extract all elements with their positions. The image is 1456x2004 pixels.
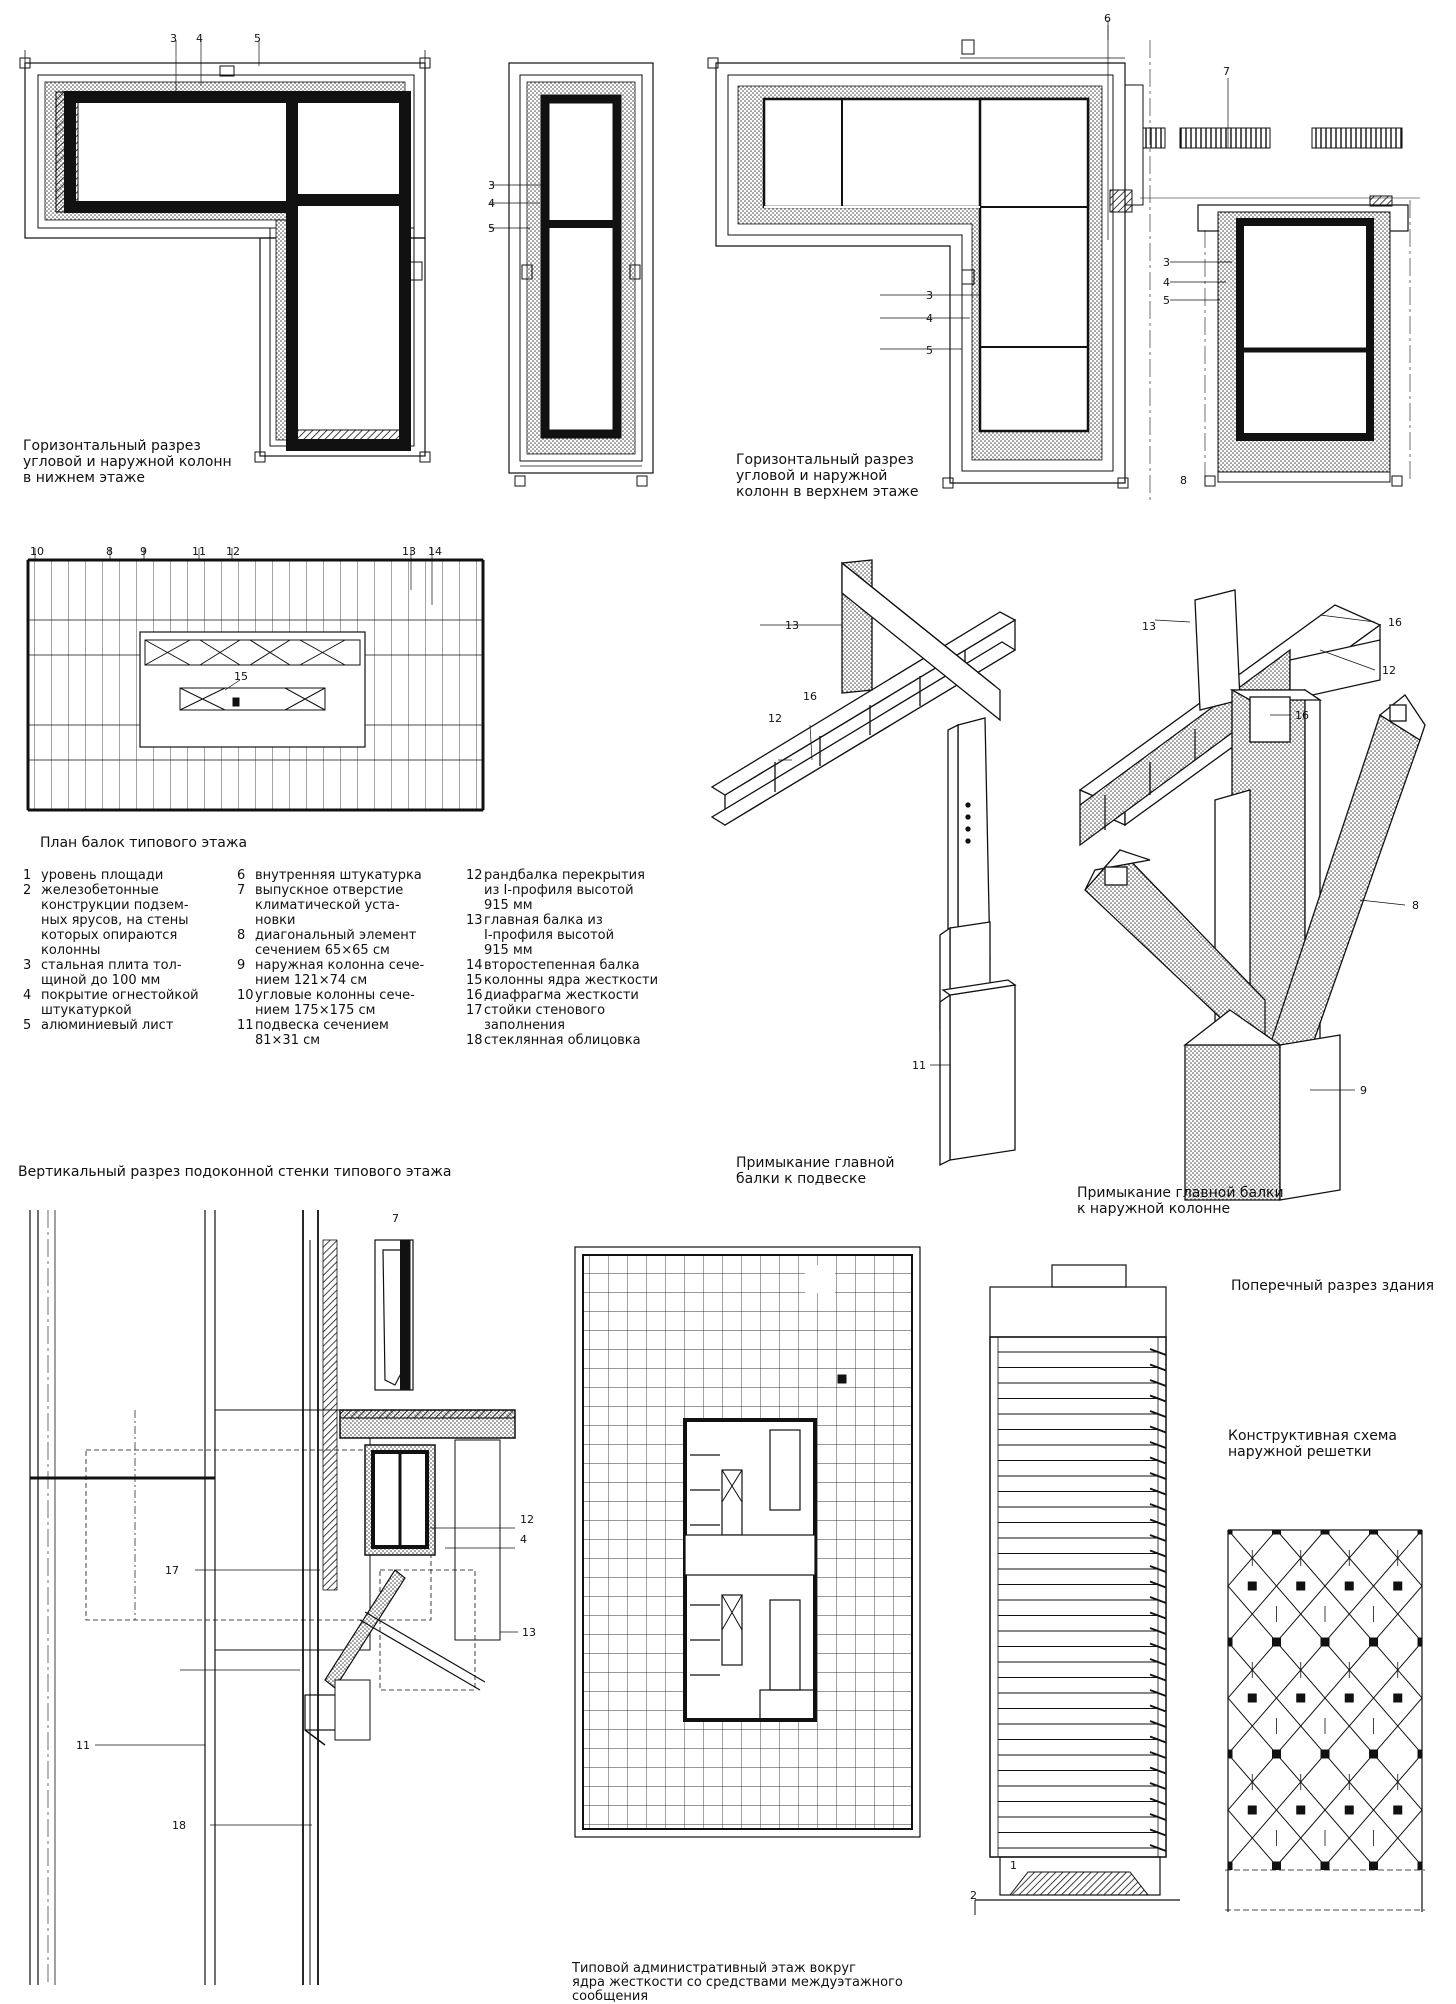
building-cross-section [975,1265,1180,1915]
callout-12: 12 [768,712,782,725]
lattice-node [1273,1526,1281,1534]
caption-lattice-scheme: Конструктивная схема наружной решетки [1228,1428,1397,1460]
sill-wall-section [30,1210,518,1985]
legend-item: 8 диагональный элемент сечением 65×65 см [237,928,447,958]
legend-item: 13 главная балка из I-профиля высотой 915 мм [466,913,686,958]
legend-col-1 [23,868,223,1033]
lattice-node [1345,1582,1353,1590]
legend-item: 1 уровень площади [23,868,223,883]
lattice-node [1273,1862,1281,1870]
lattice-node [1418,1750,1426,1758]
callout-8: 8 [1412,899,1419,912]
lattice-node [1418,1638,1426,1646]
lattice-node [1394,1694,1402,1702]
lattice-diagonal [1034,1530,1328,1870]
callout-9: 9 [140,545,147,558]
caption-girder-to-column: Примыкание главной балки к наружной колонне [1077,1185,1284,1217]
legend-item: 10 угловые колонны сече- нием 175×175 см [237,988,447,1018]
legend-col-3 [466,868,686,1048]
lower-floor-external-column [490,63,653,486]
lattice-node [1345,1806,1353,1814]
lattice-node [1224,1526,1232,1534]
lattice-diagonal [1370,1530,1456,1870]
lattice-diagonal [937,1530,1231,1870]
callout-13: 13 [785,619,799,632]
girder-to-column-axonometric [1080,590,1425,1200]
legend-item: 9 наружная колонна сече- нием 121×74 см [237,958,447,988]
legend-item: 16 диафрагма жесткости [466,988,686,1003]
callout-11: 11 [192,545,206,558]
lattice-node [1273,1750,1281,1758]
callout-8: 8 [1180,474,1187,487]
lattice-diagonal [934,1530,1228,1870]
callout-16: 16 [1388,616,1402,629]
lattice-node [1321,1862,1329,1870]
callout-13: 13 [1142,620,1156,633]
legend-item: 5 алюминиевый лист [23,1018,223,1033]
callout-18: 18 [172,1819,186,1832]
lattice-diagonal [1422,1530,1456,1870]
callout-4: 4 [520,1533,527,1546]
lattice-node [1418,1862,1426,1870]
callout-6: 6 [1104,12,1111,25]
callout-5: 5 [254,32,261,45]
caption-cross-section: Поперечный разрез здания [1231,1278,1434,1294]
legend-item: 6 внутренняя штукатурка [237,868,447,883]
lattice-diagonal [1083,1530,1377,1870]
legend-item: 3 стальная плита тол- щиной до 100 мм [23,958,223,988]
lattice-diagonal [1322,1530,1456,1870]
caption-girder-to-hanger: Примыкание главной балки к подвеске [736,1155,894,1187]
lattice-node [1418,1526,1426,1534]
callout-2: 2 [970,1889,977,1902]
caption-sill-wall-section: Вертикальный разрез подоконной стенки типового этажа [18,1164,451,1180]
lattice-diagonal [889,1530,1183,1870]
lattice-node [1248,1694,1256,1702]
lower-floor-column-section [20,40,430,462]
lattice-node [1321,1638,1329,1646]
callout-16: 16 [1295,709,1309,722]
legend-item: 15 колонны ядра жесткости [466,973,686,988]
lattice-diagonal [982,1530,1276,1870]
lattice-node [1345,1694,1353,1702]
lattice-diagonal [1031,1530,1325,1870]
callout-4: 4 [1163,276,1170,289]
callout-7: 7 [392,1212,399,1225]
legend-item: 14 второстепенная балка [466,958,686,973]
callout-5: 5 [488,222,495,235]
lattice-node [1370,1750,1378,1758]
callout-3: 3 [170,32,177,45]
lattice-node [1248,1582,1256,1590]
callout-9: 9 [1360,1084,1367,1097]
lattice-node [1297,1582,1305,1590]
caption-lower-floor-section: Горизонтальный разрез угловой и наружной колонн в нижнем этаже [23,438,232,486]
callout-3: 3 [488,179,495,192]
lattice-diagonal [885,1530,1179,1870]
callout-15: 15 [234,670,248,683]
callout-12: 12 [226,545,240,558]
caption-beam-plan: План балок типового этажа [40,835,247,851]
lattice-diagonal [1419,1530,1456,1870]
lattice-node [1297,1694,1305,1702]
legend-item: 18 стеклянная облицовка [466,1033,686,1048]
legend-item: 7 выпускное отверстие климатической уста- новки [237,883,447,928]
callout-4: 4 [196,32,203,45]
lattice-node [1273,1638,1281,1646]
callout-16: 16 [803,690,817,703]
legend-item: 2 железобетонные конструкции подзем- ных ярусов, на стены которых опираются колонны [23,883,223,958]
callout-12: 12 [1382,664,1396,677]
lattice-node [1370,1862,1378,1870]
lattice-diagonal [1079,1530,1373,1870]
legend-item: 17 стойки стенового заполнения [466,1003,686,1033]
callout-3: 3 [1163,256,1170,269]
lattice-diagonal [1225,1530,1456,1870]
lattice-diagonal [986,1530,1280,1870]
typical-floor-plan [575,1247,920,1837]
lattice-node [1224,1750,1232,1758]
callout-11: 11 [76,1739,90,1752]
lattice-node [1370,1526,1378,1534]
callout-10: 10 [30,545,44,558]
beam-plan [28,548,483,810]
callout-11: 11 [912,1059,926,1072]
callout-3: 3 [926,289,933,302]
lattice-diagonal [1128,1530,1422,1870]
callout-5: 5 [926,344,933,357]
callout-14: 14 [428,545,442,558]
callout-7: 7 [1223,65,1230,78]
lattice-node [1321,1526,1329,1534]
callout-4: 4 [926,312,933,325]
callout-4: 4 [488,197,495,210]
callout-5: 5 [1163,294,1170,307]
legend-item: 11 подвеска сечением 81×31 см [237,1018,447,1048]
lattice-node [1321,1750,1329,1758]
legend-item: 12 рандбалка перекрытия из I-профиля высотой 915 мм [466,868,686,913]
upper-floor-column-section [708,20,1150,500]
lattice-node [1297,1806,1305,1814]
upper-floor-external-column [1140,78,1420,486]
lattice-node [1224,1862,1232,1870]
lattice-node [1394,1582,1402,1590]
lattice-diagonal [1131,1530,1425,1870]
lattice-node [1224,1638,1232,1646]
legend-item: 4 покрытие огнестойкой штукатуркой [23,988,223,1018]
girder-to-hanger-axonometric [712,560,1015,1165]
callout-17: 17 [165,1564,179,1577]
callout-13: 13 [402,545,416,558]
caption-typical-floor: Типовой административный этаж вокруг ядра жесткости со средствами междуэтажного сообщения [572,1962,903,2004]
caption-upper-floor-section: Горизонтальный разрез угловой и наружной колонн в верхнем этаже [736,452,918,500]
callout-12: 12 [520,1513,534,1526]
callout-1: 1 [1010,1859,1017,1872]
callout-8: 8 [106,545,113,558]
lattice-node [1370,1638,1378,1646]
legend-col-2 [237,868,447,1048]
lattice-node [1248,1806,1256,1814]
lattice-node [1394,1806,1402,1814]
callout-13: 13 [522,1626,536,1639]
lattice-diagonal [1325,1530,1456,1870]
